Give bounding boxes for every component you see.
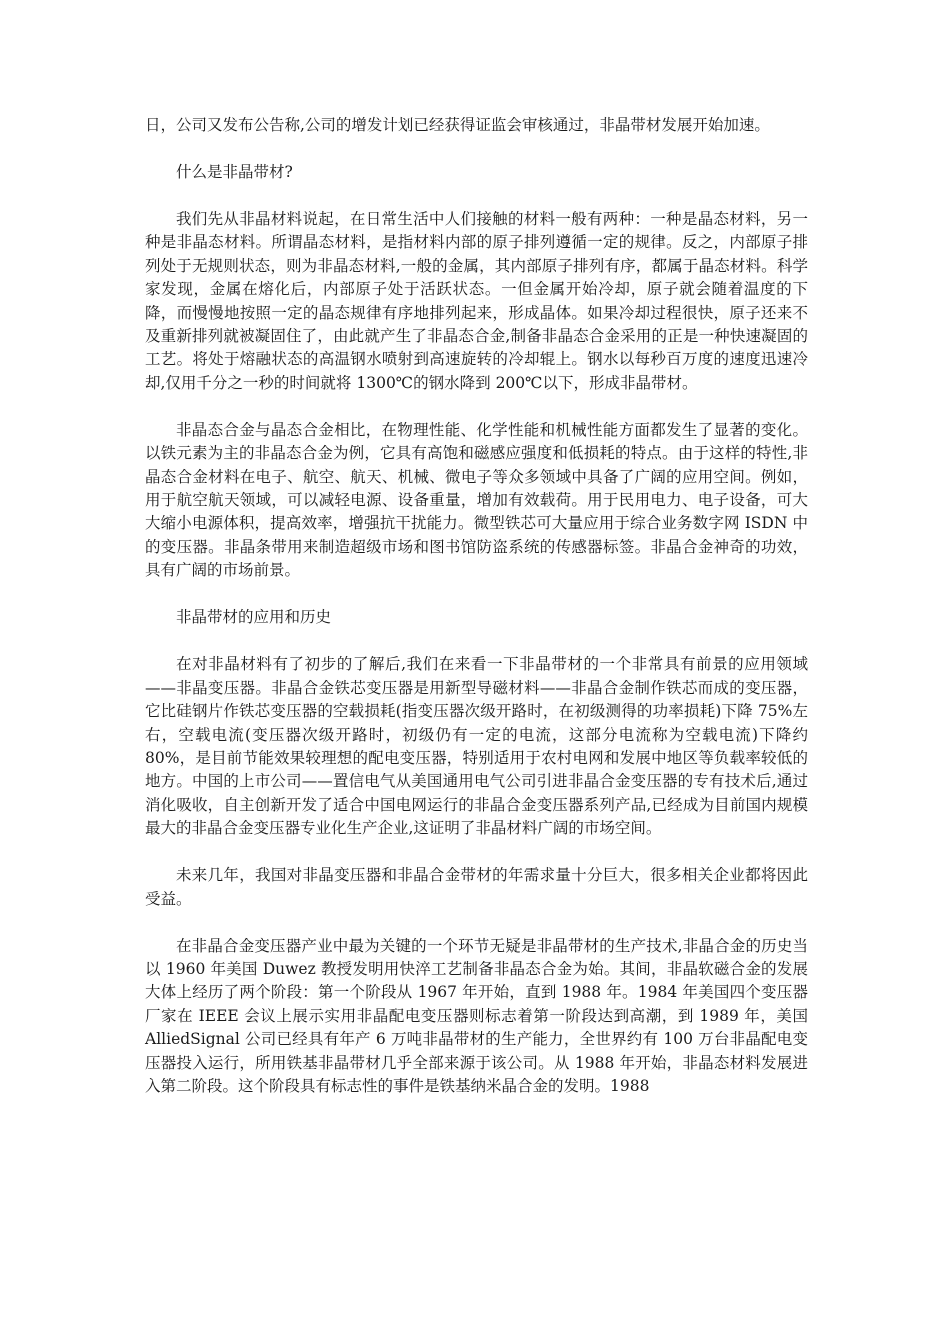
section-heading-what-is: 什么是非晶带材?: [176, 163, 293, 181]
section-heading-applications: 非晶带材的应用和历史: [176, 608, 332, 627]
paragraph-amorphous-intro: 我们先从非晶材料说起，在日常生活中人们接触的材料一般有两种：一种是晶态材料，另一种是非晶态材料。所谓晶态材料，是指材料内部的原子排列遵循一定的规律。反之，内部原子排列处于无规则状态，则为非晶态材料,一般的金属，其内部原子排列有序，都属于晶态材料。科学家发现，金属在熔化后，内部原子处于活跃状态。一但金属开始冷却，原子就会随着温度的下降，而慢慢地按照一定的晶态规律有序地排列起来，形成晶体。如果冷却过程很快，原子还来不及重新排列就被凝固住了，由此就产生了非晶态合金,制备非晶态合金采用的正是一种快速凝固的工艺。将处于熔融状态的高温钢水喷射到高速旋转的冷却辊上。钢水以每秒百万度的速度迅速冷却,仅用千分之一秒的时间就将 1300℃的钢水降到 200℃以下，形成非晶带材。: [145, 210, 808, 392]
paragraph-history: 在非晶合金变压器产业中最为关键的一个环节无疑是非晶带材的生产技术,非晶合金的历史当以 1960 年美国 Duwez 教授发明用快淬工艺制备非晶态合金为始。其间，非晶软磁合金的发展大体上经历了两个阶段：第一个阶段从 1967 年开始，直到 1988 年。1984 年美国四个变压器厂家在 IEEE 会议上展示实用非晶配电变压器则标志着第一阶段达到高潮，到 1989 年，美国 AlliedSignal 公司已经具有年产 6 万吨非晶带材的生产能力，全世界约有 100 万台非晶配电变压器投入运行，所用铁基非晶带材几乎全部来源于该公司。从 1988 年开始，非晶态材料发展进入第二阶段。这个阶段具有标志性的事件是铁基纳米晶合金的发明。1988: [145, 936, 808, 1095]
paragraph-transformer: 在对非晶材料有了初步的了解后,我们在来看一下非晶带材的一个非常具有前景的应用领域——非晶变压器。非晶合金铁芯变压器是用新型导磁材料——非晶合金制作铁芯而成的变压器，它比硅钢片作铁芯变压器的空载损耗(指变压器次级开路时，在初级测得的功率损耗)下降 75%左右，空载电流(变压器次级开路时，初级仍有一定的电流，这部分电流称为空载电流)下降约 80%，是目前节能效果较理想的配电变压器，特别适用于农村电网和发展中地区等负载率较低的地方。中国的上市公司——置信电气从美国通用电气公司引进非晶合金变压器的专有技术后,通过消化吸收，自主创新开发了适合中国电网运行的非晶合金变压器系列产品,已经成为目前国内规模最大的非晶合金变压器专业化生产企业,这证明了非晶材料广阔的市场空间。: [145, 655, 808, 838]
paragraph-demand: 未来几年，我国对非晶变压器和非晶合金带材的年需求量十分巨大，很多相关企业都将因此受益。: [145, 866, 808, 908]
paragraph-continuation: 日，公司又发布公告称,公司的增发计划已经获得证监会审核通过，非晶带材发展开始加速。: [145, 116, 770, 134]
paragraph-properties: 非晶态合金与晶态合金相比，在物理性能、化学性能和机械性能方面都发生了显著的变化。以铁元素为主的非晶态合金为例，它具有高饱和磁感应强度和低损耗的特点。由于这样的特性,非晶态合金材料在电子、航空、航天、机械、微电子等众多领域中具备了广阔的应用空间。例如，用于航空航天领域，可以减轻电源、设备重量，增加有效载荷。用于民用电力、电子设备，可大大缩小电源体积，提高效率，增强抗干扰能力。微型铁芯可大量应用于综合业务数字网 ISDN 中的变压器。非晶条带用来制造超级市场和图书馆防盗系统的传感器标签。非晶合金神奇的功效，具有广阔的市场前景。: [145, 420, 808, 580]
document-body: [145, 114, 808, 1122]
